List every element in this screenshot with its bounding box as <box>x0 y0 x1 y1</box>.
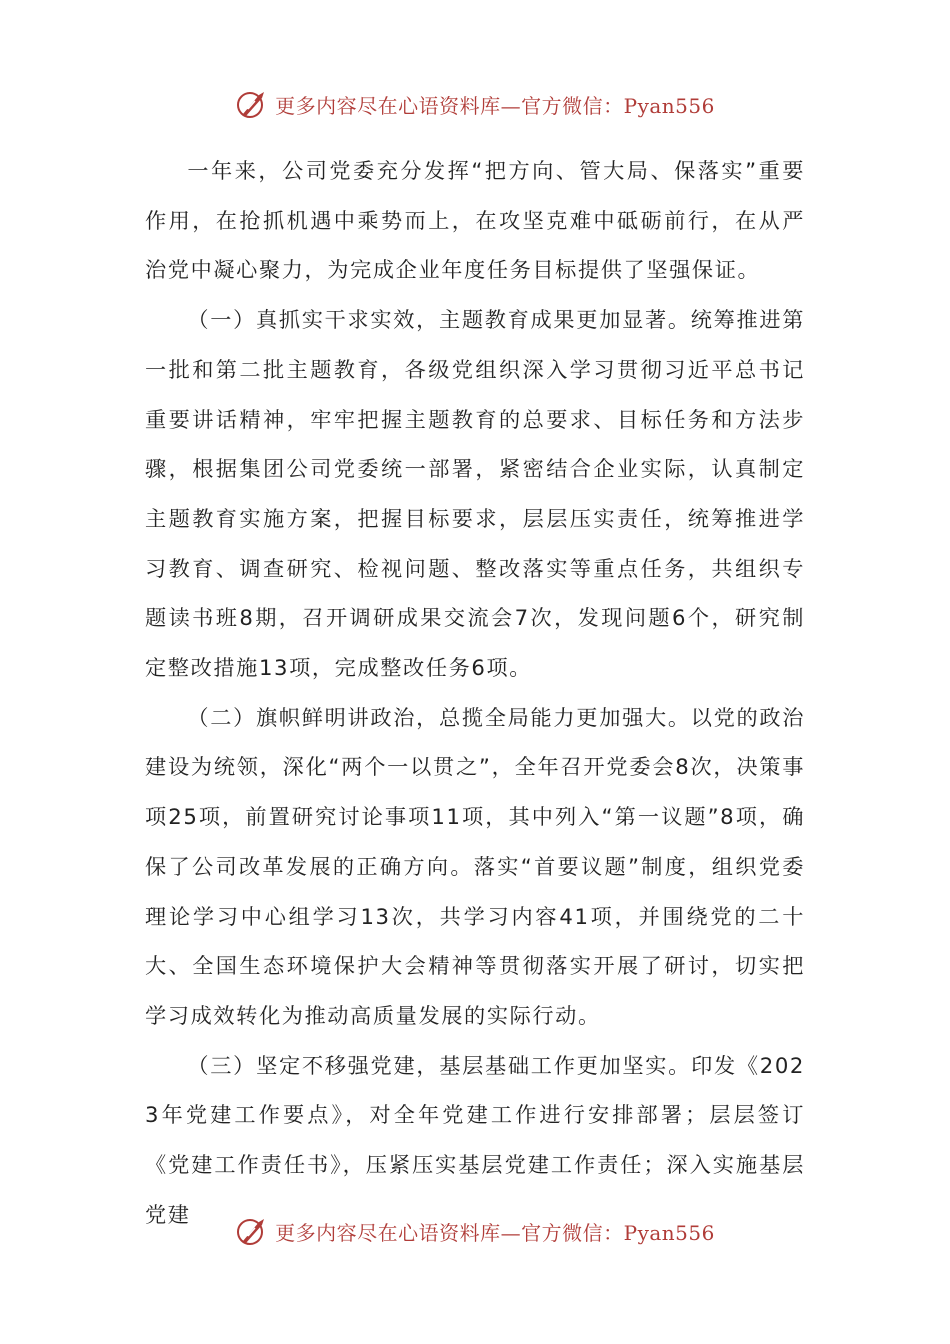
pen-nib-logo-icon <box>235 87 269 121</box>
paragraph-section-2: （二）旗帜鲜明讲政治，总揽全局能力更加强大。以党的政治建设为统领，深化“两个一以贯之”，全年召开党委会8次，决策事项25项，前置研究讨论事项11项，其中列入“第一议题”8项，确保了公司改革发展的正确方向。落实“首要议题”制度，组织党委理论学习中心组学习13次，共学习内容41项，并围绕党的二十大、全国生态环境保护大会精神等贯彻落实开展了研讨，切实把学习成效转化为推动高质量发展的实际行动。 <box>145 704 805 1028</box>
watermark-inner <box>235 1214 715 1248</box>
watermark-footer <box>0 1211 950 1251</box>
watermark-text: 更多内容尽在心语资料库—官方微信：Pyan556 <box>275 93 715 118</box>
paragraph-section-3: （三）坚定不移强党建，基层基础工作更加坚实。印发《2023年党建工作要点》，对全年党建工作进行安排部署；层层签订《党建工作责任书》，压紧压实基层党建工作责任；深入实施基层党建 <box>145 1052 805 1227</box>
pen-nib-logo-icon <box>235 1214 269 1248</box>
paragraph-section-1: （一）真抓实干求实效，主题教育成果更加显著。统筹推进第一批和第二批主题教育，各级党组织深入学习贯彻习近平总书记重要讲话精神，牢牢把握主题教育的总要求、目标任务和方法步骤，根据集团公司党委统一部署，紧密结合企业实际，认真制定主题教育实施方案，把握目标要求，层层压实责任，统筹推进学习教育、调查研究、检视问题、整改落实等重点任务，共组织专题读书班8期，召开调研成果交流会7次，发现问题6个，研究制定整改措施13项，完成整改任务6项。 <box>145 307 805 681</box>
document-body <box>145 146 805 1239</box>
watermark-header <box>0 84 950 124</box>
watermark-text: 更多内容尽在心语资料库—官方微信：Pyan556 <box>275 1220 715 1245</box>
watermark-inner <box>235 87 715 121</box>
paragraph-intro: 一年来，公司党委充分发挥“把方向、管大局、保落实”重要作用，在抢抓机遇中乘势而上，在攻坚克难中砥砺前行，在从严治党中凝心聚力，为完成企业年度任务目标提供了坚强保证。 <box>145 158 805 283</box>
